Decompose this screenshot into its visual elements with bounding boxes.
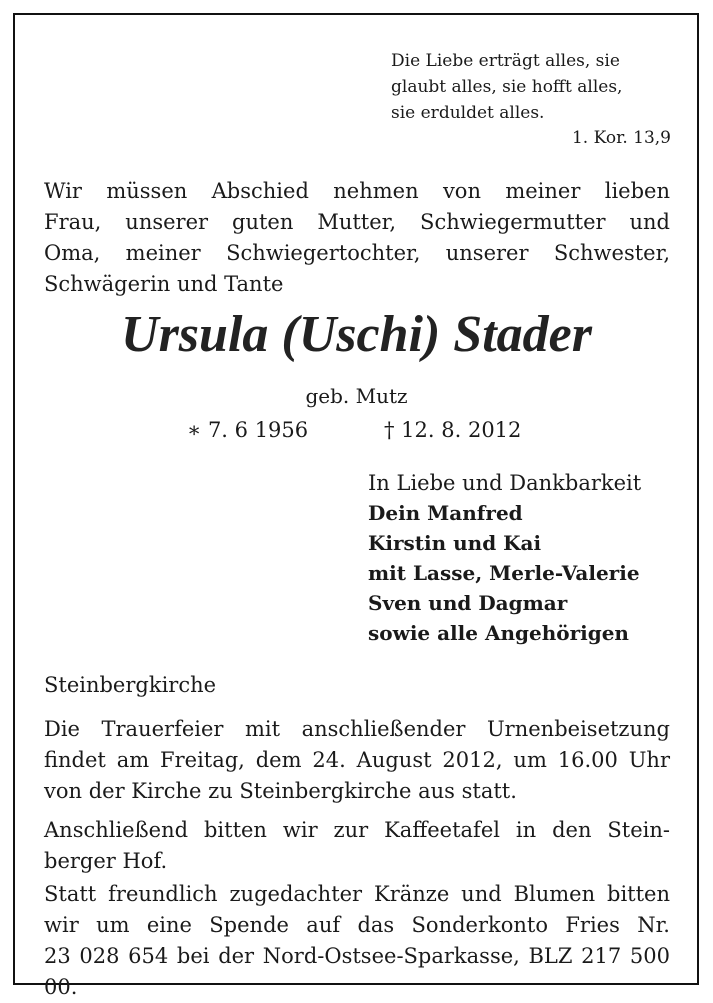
place-name: Steinbergkirche [44,673,217,697]
intro-line: Wir müssen Abschied nehmen von meiner lieben [44,179,670,203]
bible-quote [391,48,622,126]
paragraph-line: wir um eine Spende auf das Sonderkonto Fries Nr. [44,913,670,937]
paragraph-line: 23 028 654 bei der Nord-Ostsee-Sparkasse, BLZ 217 500 00. [44,944,670,999]
mourner-name: sowie alle Angehörigen [368,621,629,645]
death-date: † 12. 8. 2012 [384,418,522,442]
signature-block [368,468,641,648]
quote-line: glaubt alles, sie hofft alles, [391,77,623,97]
deceased-name: Ursula (Uschi) Stader [121,306,592,363]
mourner-name: mit Lasse, Merle-Valerie [368,561,640,585]
birth-date: ∗ 7. 6 1956 [187,418,309,442]
paragraph-line: berger Hof. [44,849,168,873]
intro-line: Frau, unserer guten Mutter, Schwiegermutter und [44,210,670,234]
paragraph-line: Anschließend bitten wir zur Kaffeetafel in den Stein- [44,818,670,842]
mourner-name: Sven und Dagmar [368,591,568,615]
quote-line: Die Liebe erträgt alles, sie [391,51,620,71]
paragraph-line: von der Kirche zu Steinbergkirche aus statt. [44,779,517,803]
intro-line: Schwägerin und Tante [44,272,284,296]
paragraph-line: Statt freundlich zugedachter Kränze und Blumen bitten [44,882,670,906]
bible-reference: 1. Kor. 13,9 [571,128,671,148]
quote-line: sie erduldet alles. [391,103,545,123]
intro-line: Oma, meiner Schwiegertochter, unserer Schwester, [44,241,670,265]
mourner-name: Dein Manfred [368,501,523,525]
mourner-name: Kirstin und Kai [368,531,542,555]
signature-intro: In Liebe und Dankbarkeit [368,471,642,495]
paragraph-line: findet am Freitag, dem 24. August 2012, um 16.00 Uhr [44,748,670,772]
paragraph-line: Die Trauerfeier mit anschließender Urnenbeisetzung [44,717,670,741]
birth-name: geb. Mutz [305,384,408,408]
